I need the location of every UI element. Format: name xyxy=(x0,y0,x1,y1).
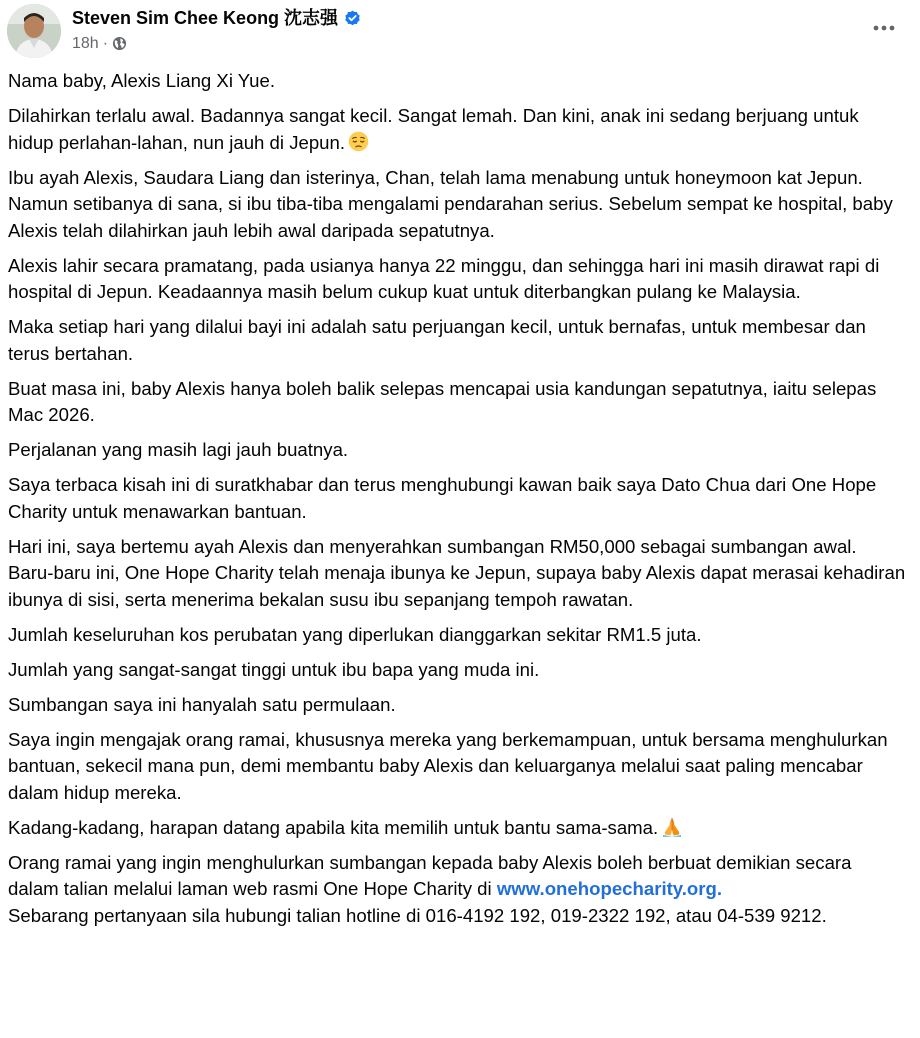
folded-hands-emoji-icon xyxy=(661,816,683,837)
paragraph-donation-text: Hari ini, saya bertemu ayah Alexis dan menyerahkan sumbangan RM50,000 sebagai sumbangan awal. xyxy=(8,535,857,557)
post-meta xyxy=(72,33,127,55)
pensive-face-emoji-icon xyxy=(348,131,369,152)
paragraph-donation xyxy=(8,534,906,614)
paragraph-invitation: Saya ingin mengajak orang ramai, khususnya mereka yang berkemampuan, untuk bersama menghulurkan bantuan, sekecil mana pun, demi membantu baby Alexis dan keluarganya melalui saat paling mencabar dalam hidup mereka. xyxy=(8,728,888,803)
paragraph-sponsorship-text: Baru-baru ini, One Hope Charity telah menaja ibunya ke Jepun, supaya baby Alexis dapat merasai kehadiran ibunya di sisi, serta menerima bekalan susu ibu sepanjang tempoh rawatan. xyxy=(8,562,906,610)
paragraph-total-cost: Jumlah keseluruhan kos perubatan yang diperlukan dianggarkan sekitar RM1.5 juta. xyxy=(8,623,702,645)
paragraph-born-early-text: Dilahirkan terlalu awal. Badannya sangat kecil. Sangat lemah. Dan kini, anak ini sedang berjuang untuk hidup perlahan-lahan, nun jauh di Jepun. xyxy=(8,105,859,153)
globe-icon[interactable] xyxy=(112,36,127,51)
paragraph-premature: Alexis lahir secara pramatang, pada usianya hanya 22 minggu, dan sehingga hari ini masih dirawat rapi di hospital di Jepun. Keadaannya masih belum cukup kuat untuk diterbangkan pulang ke Malaysia. xyxy=(8,254,880,302)
more-options-button[interactable] xyxy=(866,14,902,42)
post-content xyxy=(8,68,906,938)
paragraph-long-journey: Perjalanan yang masih lagi jauh buatnya. xyxy=(8,439,349,460)
avatar-photo xyxy=(7,4,61,58)
author-name-row xyxy=(72,6,361,30)
post-header xyxy=(0,0,920,64)
author-name[interactable]: Steven Sim Chee Keong 沈志强 xyxy=(72,8,339,28)
paragraph-baby-name: Nama baby, Alexis Liang Xi Yue. xyxy=(8,70,276,91)
paragraph-newspaper: Saya terbaca kisah ini di suratkhabar dan terus menghubungi kawan baik saya Dato Chua dari One Hope Charity untuk menawarkan bantuan. xyxy=(8,474,877,522)
paragraph-how-to-donate xyxy=(8,850,906,930)
meta-separator: · xyxy=(102,35,109,52)
paragraph-hope-text: Kadang-kadang, harapan datang apabila kita memilih untuk bantu sama-sama. xyxy=(8,816,659,838)
paragraph-born-early xyxy=(8,103,906,156)
author-avatar[interactable] xyxy=(7,4,61,58)
more-horizontal-icon xyxy=(873,25,895,31)
paragraph-beginning: Sumbangan saya ini hanyalah satu permulaan. xyxy=(8,693,396,715)
paragraph-how-to-donate-text: Orang ramai yang ingin menghulurkan sumbangan kepada baby Alexis boleh berbuat demikian secara dalam talian melalui laman web rasmi One Hope Charity di xyxy=(8,851,852,899)
paragraph-honeymoon: Ibu ayah Alexis, Saudara Liang dan isterinya, Chan, telah lama menabung untuk honeymoon kat Jepun. Namun setibanya di sana, si ibu tiba-tiba mengalami pendarahan serius. Sebelum sempat ke hospital, baby Alexis telah dilahirkan jauh lebih awal daripada sepatutnya. xyxy=(8,166,893,241)
paragraph-hope xyxy=(8,815,906,842)
post-timestamp[interactable]: 18h xyxy=(72,35,99,52)
paragraph-very-high: Jumlah yang sangat-sangat tinggi untuk ibu bapa yang muda ini. xyxy=(8,658,540,680)
paragraph-daily-struggle: Maka setiap hari yang dilalui bayi ini adalah satu perjuangan kecil, untuk bernafas, untuk membesar dan terus bertahan. xyxy=(8,316,866,364)
paragraph-return-date: Buat masa ini, baby Alexis hanya boleh balik selepas mencapai usia kandungan sepatutnya, iaitu selepas Mac 2026. xyxy=(8,377,877,425)
verified-badge-icon xyxy=(344,10,361,27)
onehopecharity-link[interactable]: www.onehopecharity.org. xyxy=(496,878,723,899)
paragraph-hotline-text: Sebarang pertanyaan sila hubungi talian hotline di 016-4192 192, 019-2322 192, atau 04-539 9212. xyxy=(8,904,827,926)
